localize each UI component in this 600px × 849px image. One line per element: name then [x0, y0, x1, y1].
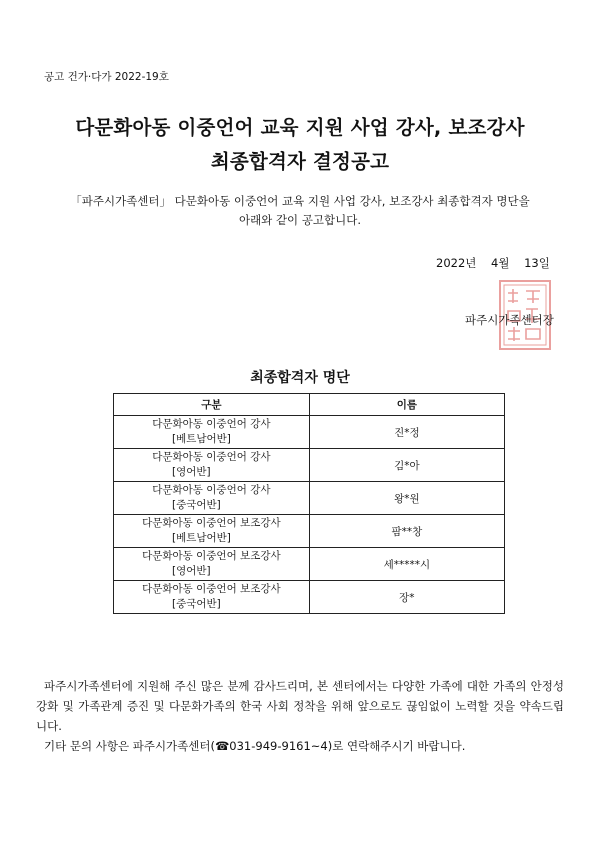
table-row [114, 482, 505, 515]
position-kind: 다문화아동 이중언어 보조강사 [142, 517, 281, 529]
finalist-name: 세*****시 [309, 548, 504, 581]
language-class: [베트남어반] [172, 532, 231, 544]
table-header-row [114, 394, 505, 416]
table-row [114, 416, 505, 449]
date-year: 2022년 [436, 256, 477, 270]
header-category: 구분 [114, 394, 310, 416]
intro-line-1: 「파주시가족센터」 다문화아동 이중언어 교육 지원 사업 강사, 보조강사 최종합격자 명단을 [70, 194, 530, 208]
category-cell [114, 515, 310, 548]
language-class: [베트남어반] [172, 433, 231, 445]
category-cell [114, 581, 310, 614]
date-month: 4월 [491, 256, 510, 270]
table-row [114, 515, 505, 548]
language-class: [중국어반] [172, 499, 221, 511]
contact-info: 기타 문의 사항은 파주시가족센터(☎031-949-9161~4)로 연락해주시기 바랍니다. [44, 739, 466, 753]
header-name: 이름 [309, 394, 504, 416]
category-cell [114, 482, 310, 515]
closing-paragraph: 파주시가족센터에 지원해 주신 많은 분께 감사드리며, 본 센터에서는 다양한 가족에 대한 가족의 안정성 강화 및 가족관계 증진 및 다문화가족의 한국 사회 정착을 위해 앞으로도 끊임없이 노력할 것을 약속드립니다. [36, 679, 564, 733]
signer-name: 파주시가족센터장 [465, 313, 554, 327]
finalist-table [113, 393, 505, 614]
language-class: [영어반] [172, 565, 211, 577]
roster-title: 최종합격자 명단 [250, 370, 350, 386]
table-row [114, 449, 505, 482]
position-kind: 다문화아동 이중언어 강사 [152, 451, 271, 463]
category-cell [114, 416, 310, 449]
date-day: 13일 [524, 256, 550, 270]
position-kind: 다문화아동 이중언어 강사 [152, 484, 271, 496]
finalist-name: 장* [309, 581, 504, 614]
closing-text [36, 676, 564, 756]
page-subtitle: 최종합격자 결정공고 [210, 150, 390, 173]
finalist-name: 김*아 [309, 449, 504, 482]
category-cell [114, 548, 310, 581]
intro-line-2: 아래와 같이 공고합니다. [238, 213, 362, 227]
page-title: 다문화아동 이중언어 교육 지원 사업 강사, 보조강사 [75, 116, 525, 139]
announcement-date [436, 255, 550, 271]
position-kind: 다문화아동 이중언어 보조강사 [142, 550, 281, 562]
position-kind: 다문화아동 이중언어 강사 [152, 418, 271, 430]
table-row [114, 581, 505, 614]
category-cell [114, 449, 310, 482]
intro-text [40, 192, 560, 230]
table-row [114, 548, 505, 581]
finalist-name: 진*정 [309, 416, 504, 449]
language-class: [중국어반] [172, 598, 221, 610]
finalist-name: 왕*원 [309, 482, 504, 515]
document-number: 공고 건가·다가 2022-19호 [44, 71, 169, 83]
finalist-name: 팜**창 [309, 515, 504, 548]
position-kind: 다문화아동 이중언어 보조강사 [142, 583, 281, 595]
language-class: [영어반] [172, 466, 211, 478]
